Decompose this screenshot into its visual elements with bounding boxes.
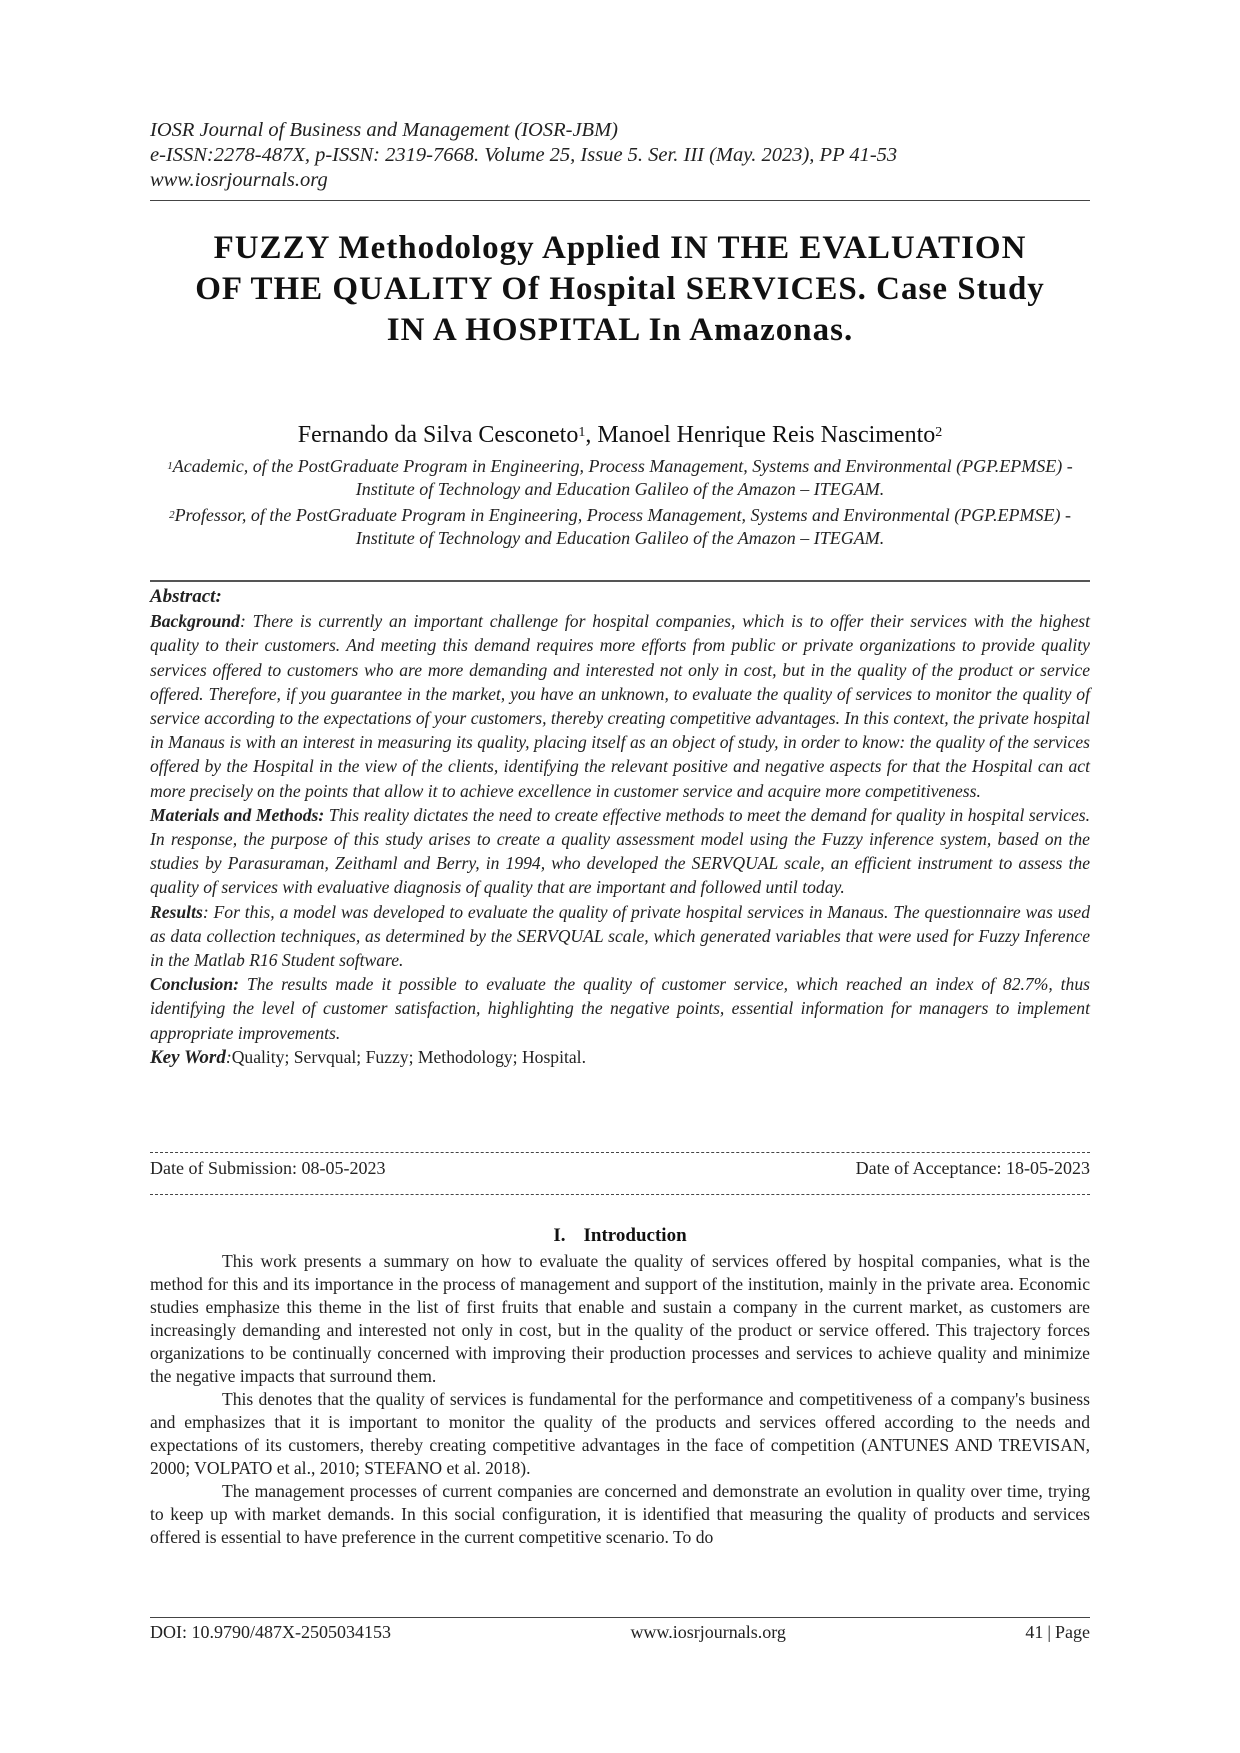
page-label: Page — [1054, 1622, 1090, 1642]
abstract-results — [150, 900, 1090, 973]
keywords — [150, 1045, 1090, 1070]
paragraph: The management processes of current companies are concerned and demonstrate an evolution in quality over time, trying to keep up with market demands. In this social configuration, it is identified that measuring the quality of products and services offered is essential to have preference in the current competitive scenario. To do — [150, 1481, 1090, 1547]
author-separator: , — [585, 422, 598, 448]
affiliation-text: Professor, of the PostGraduate Program in Engineering, Process Management, Systems and Environmental (PGP.EPMSE) - Institute of Technology and Education Galileo of the Amazon – ITEGAM. — [174, 505, 1071, 548]
journal-header — [150, 118, 1090, 193]
submission-date: Date of Submission: 08-05-2023 — [150, 1158, 386, 1178]
results-label: Results — [150, 901, 203, 922]
abstract-conclusion — [150, 972, 1090, 1045]
affiliation-text: Academic, of the PostGraduate Program in Engineering, Process Management, Systems and Environmental (PGP.EPMSE) - Institute of Technology and Education Galileo of the Amazon – ITEGAM. — [172, 456, 1073, 499]
background-text: : There is currently an important challenge for hospital companies, which is to offer their services with the highest quality to their customers. And meeting this demand requires more efforts from public or private organizations to provide quality services offered to customers who are more demanding and interested not only in cost, but in the quality of the product or service offered. Therefore, if you guarantee in the market, you have an unknown, to evaluate the quality of services to monitor the quality of service according to the expectations of your customers, thereby creating competitive advantages. In this context, the private hospital in Manaus is with an interest in measuring its quality, placing itself as an object of study, in order to know: the quality of the services offered by the Hospital in the view of the clients, identifying the relevant positive and negative aspects for that the Hospital can act more precisely on the points that allow it to achieve excellence in customer service and acquire more competitiveness. — [150, 611, 1090, 801]
author-list — [150, 420, 1090, 450]
paragraph: This denotes that the quality of services is fundamental for the performance and competitiveness of a company's business and emphasizes that it is important to monitor the quality of the products and services offered according to the needs and expectations of its customers, thereby creating competitive advantages in the face of competition (ANTUNES AND TREVISAN, 2000; VOLPATO et al., 2010; STEFANO et al. 2018). — [150, 1389, 1090, 1478]
background-label: Background — [150, 611, 240, 632]
abstract-methods — [150, 803, 1090, 900]
dates-row — [150, 1158, 1090, 1179]
abstract-background — [150, 609, 1090, 803]
footer-divider — [150, 1617, 1090, 1618]
results-text: : For this, a model was developed to evaluate the quality of private hospital services in Manaus. The questionnaire was used as data collection techniques, as determined by the SERVQUAL scale, which generated variables that were used for Fuzzy Inference in the Matlab R16 Student software. — [150, 901, 1090, 971]
dashed-divider — [150, 1152, 1090, 1153]
author-name: Manoel Henrique Reis Nascimento — [597, 422, 936, 448]
paragraph: This work presents a summary on how to evaluate the quality of services offered by hospital companies, what is the method for this and its importance in the process of management and support of the institution, mainly in the private area. Economic studies emphasize this theme in the list of first fruits that enable and sustain a company in the current market, as customers are increasingly demanding and interested not only in cost, but in the quality of the product or service offered. This trajectory forces organizations to be continually concerned with improving their production processes and services to achieve quality and minimize the negative impacts that surround them. — [150, 1251, 1090, 1386]
section-heading — [150, 1225, 1090, 1247]
paper-title: FUZZY Methodology Applied IN THE EVALUATION OF THE QUALITY Of Hospital SERVICES. Case Study IN A HOSPITAL In Amazonas. — [195, 230, 1045, 348]
author-affiliation-marker: 1 — [578, 425, 586, 440]
journal-website[interactable]: www.iosrjournals.org — [150, 169, 328, 191]
methods-text: This reality dictates the need to create effective methods to meet the demand for quality in hospital services. In response, the purpose of this study arises to create a quality assessment model using the Fuzzy inference system, based on the studies by Parasuraman, Zeithaml and Berry, in 1994, who developed the SERVQUAL scale, an efficient instrument to assess the quality of services with evaluative diagnosis of quality that are important and followed until today. — [150, 804, 1090, 898]
page-number-value: 41 — [1025, 1622, 1044, 1642]
author-affiliation-marker: 2 — [935, 425, 943, 440]
affiliation — [150, 455, 1090, 501]
journal-name: IOSR Journal of Business and Management (IOSR-JBM) — [150, 119, 618, 141]
keywords-label: Key Word — [150, 1046, 226, 1068]
journal-issn-volume: e-ISSN:2278-487X, p-ISSN: 2319-7668. Volume 25, Issue 5. Ser. III (May. 2023), PP 41-53 — [150, 144, 898, 166]
affiliation-marker: 1 — [167, 460, 173, 472]
author-name: Fernando da Silva Cesconeto — [297, 422, 579, 448]
abstract-divider — [150, 580, 1090, 582]
abstract-heading: Abstract: — [150, 586, 222, 607]
abstract-section — [150, 585, 1090, 1070]
section-number: I. — [553, 1225, 566, 1246]
page-separator: | — [1047, 1622, 1051, 1642]
page-number — [1025, 1622, 1090, 1643]
doi[interactable]: DOI: 10.9790/487X-2505034153 — [150, 1622, 391, 1642]
affiliation — [150, 504, 1090, 550]
footer-website[interactable]: www.iosrjournals.org — [630, 1622, 786, 1642]
page-footer — [150, 1622, 1090, 1643]
conclusion-label: Conclusion: — [150, 974, 239, 995]
methods-label: Materials and Methods: — [150, 804, 325, 825]
header-divider — [150, 200, 1090, 201]
acceptance-date: Date of Acceptance: 18-05-2023 — [855, 1158, 1090, 1178]
keywords-values: Quality; Servqual; Fuzzy; Methodology; Hospital. — [231, 1046, 586, 1067]
keywords-colon: : — [225, 1046, 232, 1067]
introduction-body — [150, 1250, 1090, 1549]
affiliation-marker: 2 — [169, 509, 175, 521]
conclusion-text: The results made it possible to evaluate the quality of customer service, which reached an index of 82.7%, thus identifying the level of customer satisfaction, highlighting the negative points, essential information for managers to implement appropriate improvements. — [150, 974, 1090, 1043]
dashed-divider — [150, 1194, 1090, 1195]
section-title: Introduction — [583, 1225, 687, 1246]
